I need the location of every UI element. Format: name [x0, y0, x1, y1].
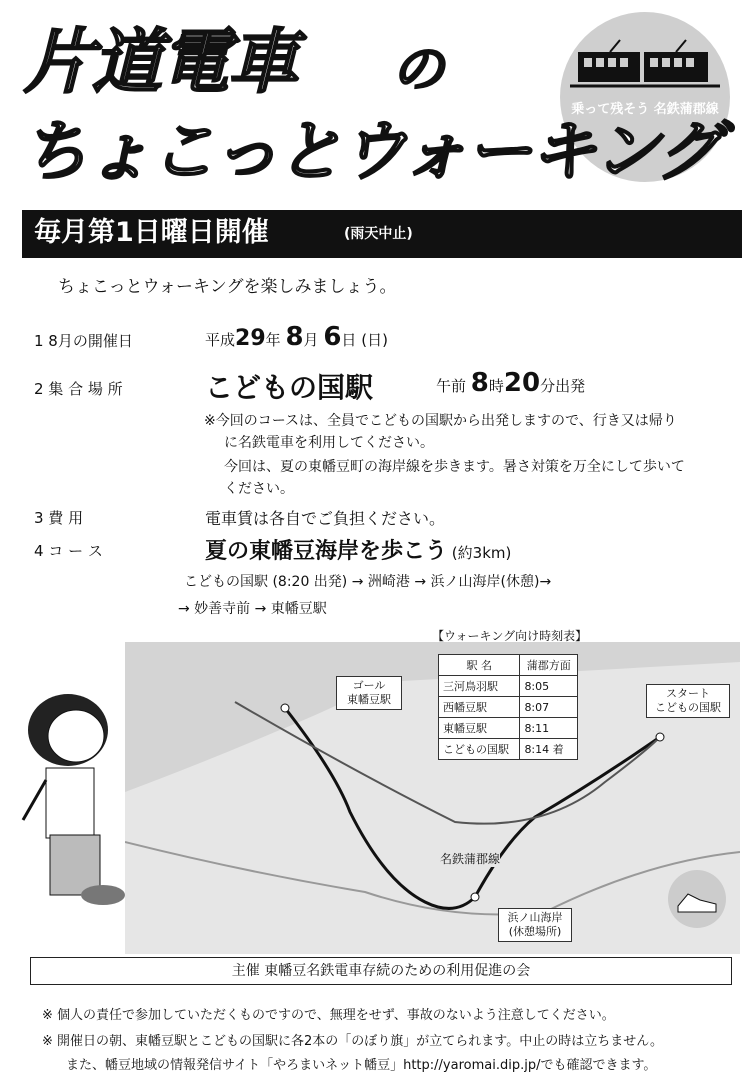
start-callout: スタート こどもの国駅 — [646, 684, 730, 718]
banner-sub-text: (雨天中止) — [344, 226, 413, 242]
date-year-unit: 年 — [265, 331, 281, 349]
meet-note-4: ください。 — [224, 481, 294, 497]
date-month-unit: 月 — [303, 331, 319, 349]
timetable-header-direction: 蒲郡方面 — [520, 655, 578, 676]
station-name: 東幡豆駅 — [439, 718, 520, 739]
date-day: 6 — [323, 322, 342, 352]
intro-text: ちょこっとウォーキングを楽しみましょう。 — [58, 277, 397, 297]
title-line1: 片道電車 — [24, 21, 296, 103]
table-row — [439, 718, 578, 739]
note-3-text: また、幡豆地域の情報発信サイト「やろまいネット幡豆」 — [66, 1058, 404, 1073]
course-name: 夏の東幡豆海岸を歩こう — [205, 539, 448, 564]
shoe-icon — [668, 870, 726, 928]
date-weekday: (日) — [361, 331, 388, 349]
timetable — [438, 654, 578, 760]
table-row — [439, 739, 578, 760]
course-label: 4 コ ー ス — [34, 542, 103, 560]
station-name: こどもの国駅 — [439, 739, 520, 760]
departure-time: 8:05 — [520, 676, 578, 697]
note-3 — [66, 1054, 656, 1073]
timetable-header-row — [439, 655, 578, 676]
title-line2: ちょこっとウォーキング — [22, 113, 721, 190]
meet-place: こどもの国駅 — [205, 371, 374, 404]
course-title — [205, 534, 511, 565]
departure-time: 8:07 — [520, 697, 578, 718]
sponsor-box: 主催 東幡豆名鉄電車存続のための利用促進の会 — [30, 957, 732, 985]
note-2: ※ 開催日の朝、東幡豆駅とこどもの国駅に各2本の「のぼり旗」が立てられます。中止の時は立ちません。 — [42, 1034, 664, 1049]
fee-text: 電車賃は各自でご負担ください。 — [205, 509, 446, 528]
route-line-2: → 妙善寺前 → 東幡豆駅 — [178, 601, 327, 617]
meet-note-3: 今回は、夏の東幡豆町の海岸線を歩きます。暑さ対策を万全にして歩いて — [224, 459, 685, 475]
timetable-caption: 【ウォーキング向け時刻表】 — [432, 629, 588, 643]
meet-minute: 20 — [503, 368, 541, 398]
logo-text: 乗って残そう 名鉄蒲郡線 — [571, 102, 719, 117]
meet-note-1: ※今回のコースは、全員でこどもの国駅から出発しますので、行き又は帰り — [204, 413, 677, 429]
info-site-link[interactable]: http://yaromai.dip.jp/ — [403, 1058, 541, 1073]
goal-callout: ゴール 東幡豆駅 — [336, 676, 402, 710]
date-label: 1 8月の開催日 — [34, 332, 133, 350]
fee-label: 3 費 用 — [34, 509, 84, 527]
meet-label: 2 集 合 場 所 — [34, 380, 123, 398]
station-name: 西幡豆駅 — [439, 697, 520, 718]
departure-time: 8:14 着 — [520, 739, 578, 760]
meet-hour: 8 — [470, 368, 489, 398]
date-day-unit: 日 — [341, 331, 357, 349]
station-name: 三河鳥羽駅 — [439, 676, 520, 697]
date-month: 8 — [285, 322, 304, 352]
title-connector: の — [392, 40, 443, 100]
table-row — [439, 697, 578, 718]
date-year: 29 — [235, 326, 266, 351]
timetable-header-station: 駅 名 — [439, 655, 520, 676]
date-era: 平成 — [205, 331, 236, 349]
date-value — [205, 322, 388, 352]
meet-minute-unit: 分出発 — [540, 377, 586, 395]
course-distance: (約3km) — [451, 544, 512, 562]
meet-time — [436, 368, 585, 398]
banner-main-text: 毎月第1日曜日開催 — [34, 217, 269, 248]
rest-callout: 浜ノ山海岸 (休憩場所) — [498, 908, 572, 942]
walking-girl-illustration — [8, 690, 158, 920]
table-row — [439, 676, 578, 697]
route-line-1: こどもの国駅 (8:20 出発) → 洲崎港 → 浜ノ山海岸(休憩)→ — [184, 574, 552, 590]
meet-hour-unit: 時 — [488, 377, 504, 395]
railway-line-label: 名鉄蒲郡線 — [440, 852, 501, 866]
note-1: ※ 個人の責任で参加していただくものですので、無理をせず、事故のないよう注意してください。 — [42, 1008, 615, 1023]
meet-am: 午前 — [436, 377, 467, 395]
departure-time: 8:11 — [520, 718, 578, 739]
meet-note-2: に名鉄電車を利用してください。 — [224, 435, 434, 451]
note-3-tail: でも確認できます。 — [540, 1058, 657, 1073]
